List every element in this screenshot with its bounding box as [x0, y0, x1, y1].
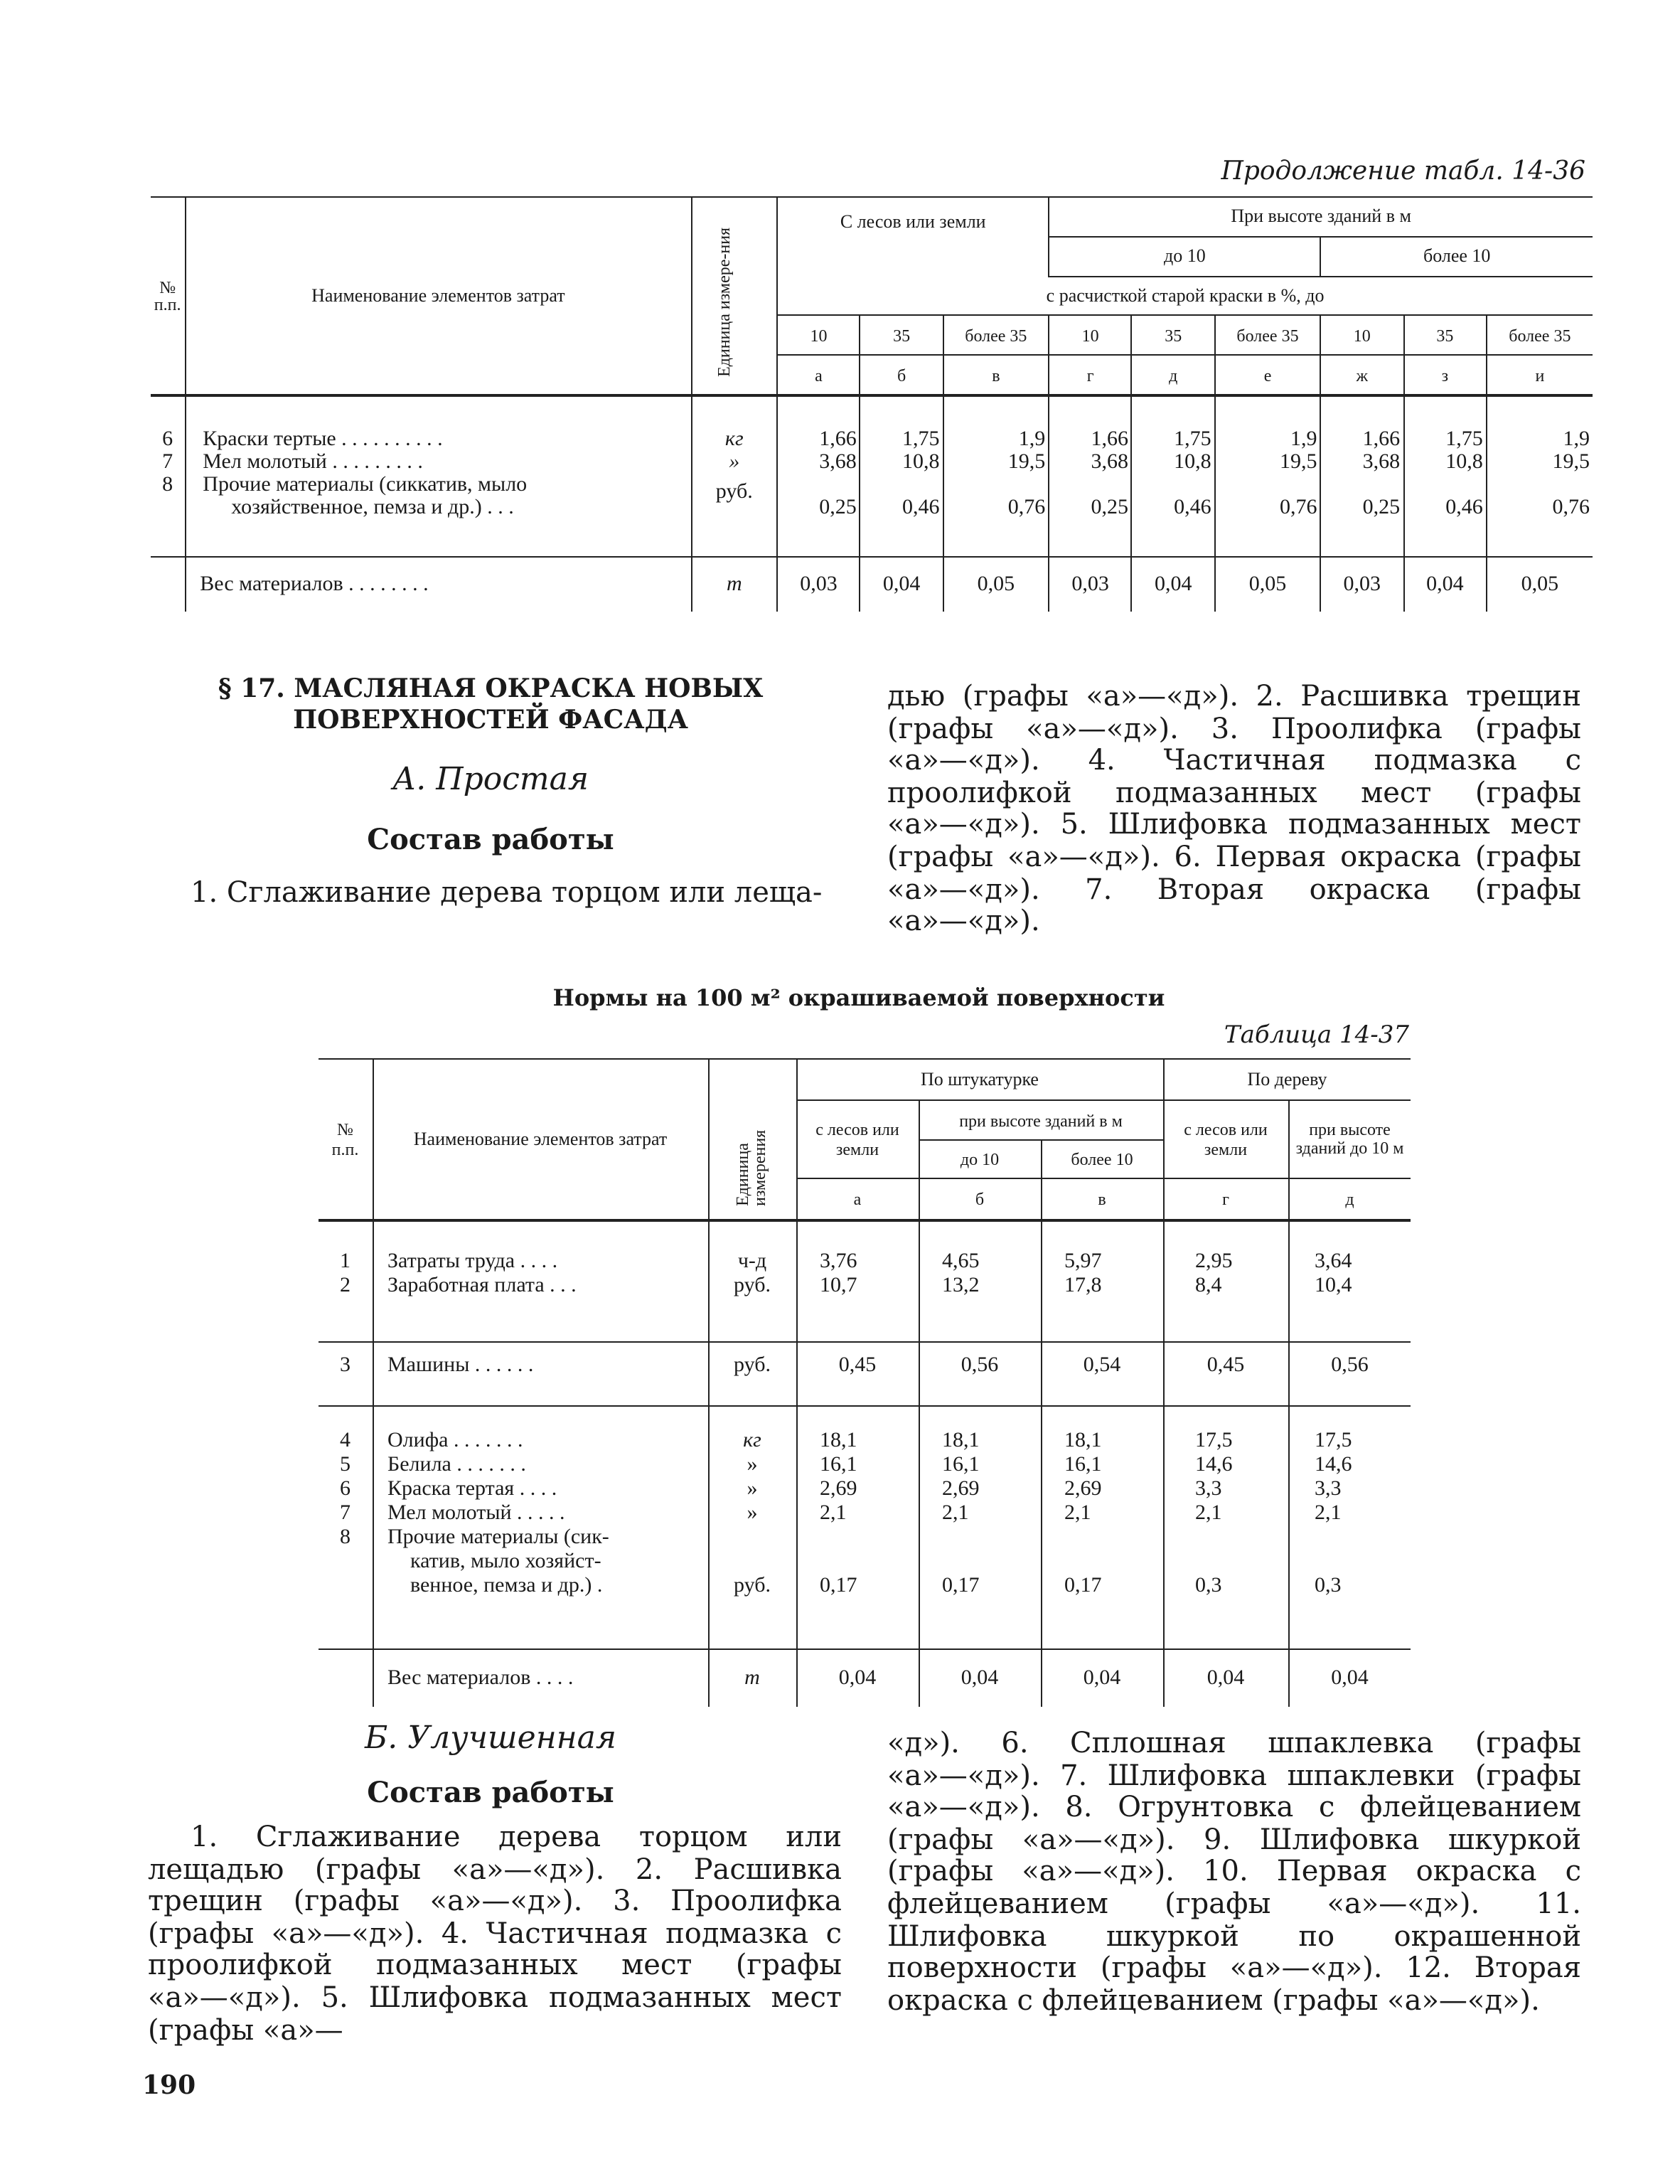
value-col-c: 18,1 16,1 2,69 2,1 0,17 — [1041, 1406, 1163, 1649]
header-building-height: При высоте зданий в м — [1049, 197, 1593, 237]
letter-cell: в — [943, 355, 1049, 395]
value-col-a: 1,66 3,68 0,25 — [777, 395, 860, 557]
letter-cell: е — [1215, 355, 1321, 395]
header-from-scaffold: с лесов или земли — [796, 1100, 919, 1178]
value-cell: 0,45 — [1163, 1342, 1288, 1406]
row-units: кг » руб. — [691, 395, 777, 557]
total-weight-label: Вес материалов . . . . — [373, 1649, 708, 1707]
total-weight-value: 0,04 — [1403, 557, 1487, 612]
value-col-e: 3,64 10,4 — [1288, 1220, 1411, 1342]
letter-cell: д — [1288, 1178, 1411, 1220]
total-weight-value: 0,03 — [1049, 557, 1132, 612]
header-num: № п.п. — [319, 1059, 373, 1220]
header-wood: По дереву — [1163, 1059, 1411, 1100]
total-weight-value: 0,04 — [796, 1649, 919, 1707]
work-text-a-right: дью (графы «а»—«д»). 2. Расшивка трещин (графы «а»—«д»). 3. Проолифка (графы «а»—«д»). 4. Частичная подмазка с проолифкой подмазанных мест (графы «а»—«д»). 5. Шлифовка подмазанных мест (графы «а»—«д»). 6. Первая окраска (графы «а»—«д»). 7. Вторая окраска (графы «а»—«д»). — [887, 678, 1581, 938]
work-title-a: Состав работы — [367, 822, 614, 856]
total-weight-value: 0,04 — [1132, 557, 1215, 612]
pct-cell: 35 — [1132, 316, 1215, 356]
row-empty-num — [151, 557, 185, 612]
work-text-b-left: 1. Сглаживание дерева торцом или лещадью (графы «а»—«д»). 2. Расшивка трещин (графы «а»—«д»). 3. Проолифка (графы «а»—«д»). 4. Частичная подмазка с проолифкой подмазанных мест (графы «а»—«д»). 5. Шлифовка подмазанных мест (графы «а»— — [148, 1819, 842, 2047]
value-col-g: 1,66 3,68 0,25 — [1320, 395, 1403, 557]
value-col-c: 5,97 17,8 — [1041, 1220, 1163, 1342]
row-units: кг » » » руб. — [708, 1406, 796, 1649]
total-weight-value: 0,04 — [919, 1649, 1041, 1707]
header-from-scaffold: С лесов или земли — [777, 197, 1049, 276]
header-up-to-10: до 10 — [919, 1140, 1041, 1178]
value-cell: 0,45 — [796, 1342, 919, 1406]
letter-cell: ж — [1320, 355, 1403, 395]
row-nums: 6 7 8 — [151, 395, 185, 557]
header-cleaning: с расчисткой старой краски в %, до — [777, 276, 1593, 316]
value-col-b: 18,1 16,1 2,69 2,1 0,17 — [919, 1406, 1041, 1649]
value-col-d: 2,95 8,4 — [1163, 1220, 1288, 1342]
header-num: № п.п. — [151, 197, 185, 395]
table-14-37 — [319, 1058, 1411, 1707]
header-over-10: более 10 — [1041, 1140, 1163, 1178]
value-col-d: 1,66 3,68 0,25 — [1049, 395, 1132, 557]
header-unit: Единица измерения — [708, 1059, 796, 1220]
pct-cell: более 35 — [943, 316, 1049, 356]
header-plaster: По штукатурке — [796, 1059, 1163, 1100]
continuation-label: Продолжение табл. 14-36 — [1221, 156, 1585, 186]
pct-cell: 10 — [1320, 316, 1403, 356]
letter-cell: г — [1049, 355, 1132, 395]
letter-cell: д — [1132, 355, 1215, 395]
letter-cell: а — [777, 355, 860, 395]
letter-cell: а — [796, 1178, 919, 1220]
value-col-b: 4,65 13,2 — [919, 1220, 1041, 1342]
letter-cell: и — [1487, 355, 1593, 395]
letter-cell: в — [1041, 1178, 1163, 1220]
value-col-e: 17,5 14,6 3,3 2,1 0,3 — [1288, 1406, 1411, 1649]
value-col-f: 1,9 19,5 0,76 — [1215, 395, 1321, 557]
header-wood-height: при высоте зданий до 10 м — [1288, 1100, 1411, 1178]
work-title-b: Состав работы — [367, 1775, 614, 1809]
row-units: ч-д руб. — [708, 1220, 796, 1342]
section-heading: § 17. МАСЛЯНАЯ ОКРАСКА НОВЫХ ПОВЕРХНОСТЕЙ ФАСАДА — [218, 674, 764, 735]
row-num: 3 — [319, 1342, 373, 1406]
header-building-height: при высоте зданий в м — [919, 1100, 1163, 1140]
total-weight-value: 0,04 — [860, 557, 943, 612]
header-name: Наименование элементов затрат — [185, 197, 691, 395]
work-text-a-left: 1. Сглаживание дерева торцом или леща- — [191, 875, 823, 909]
pct-cell: более 35 — [1215, 316, 1321, 356]
total-weight-value: 0,05 — [943, 557, 1049, 612]
header-name: Наименование элементов затрат — [373, 1059, 708, 1220]
row-unit: руб. — [708, 1342, 796, 1406]
page-number: 190 — [142, 2071, 196, 2101]
total-weight-label: Вес материалов . . . . . . . . — [185, 557, 691, 612]
value-cell: 0,56 — [919, 1342, 1041, 1406]
row-nums: 4 5 6 7 8 — [319, 1406, 373, 1649]
total-weight-value: 0,04 — [1288, 1649, 1411, 1707]
row-name: Машины . . . . . . — [373, 1342, 708, 1406]
norms-caption: Нормы на 100 м² окрашиваемой поверхности — [552, 984, 1165, 1011]
table-14-37-label: Таблица 14-37 — [1224, 1021, 1409, 1050]
pct-cell: 10 — [777, 316, 860, 356]
total-weight-value: 0,03 — [1320, 557, 1403, 612]
row-names: Затраты труда . . . . Заработная плата . . . — [373, 1220, 708, 1342]
value-col-e: 1,75 10,8 0,46 — [1132, 395, 1215, 557]
total-weight-unit: т — [691, 557, 777, 612]
pct-cell: 35 — [1403, 316, 1487, 356]
pct-cell: более 35 — [1487, 316, 1593, 356]
subheading-simple: А. Простая — [392, 762, 589, 798]
total-weight-unit: т — [708, 1649, 796, 1707]
value-col-i: 1,9 19,5 0,76 — [1487, 395, 1593, 557]
header-from-scaffold-wood: с лесов или земли — [1163, 1100, 1288, 1178]
pct-cell: 10 — [1049, 316, 1132, 356]
letter-cell: г — [1163, 1178, 1288, 1220]
value-cell: 0,56 — [1288, 1342, 1411, 1406]
row-names: Краски тертые . . . . . . . . . . Мел молотый . . . . . . . . . Прочие материалы (сиккатив, мыло хозяйственное, пемза и др.) . . . — [185, 395, 691, 557]
value-col-c: 1,9 19,5 0,76 — [943, 395, 1049, 557]
letter-cell: з — [1403, 355, 1487, 395]
value-cell: 0,54 — [1041, 1342, 1163, 1406]
letter-cell: б — [919, 1178, 1041, 1220]
value-col-b: 1,75 10,8 0,46 — [860, 395, 943, 557]
header-unit: Единица измере-ния — [691, 197, 777, 395]
total-weight-value: 0,05 — [1487, 557, 1593, 612]
row-empty-num — [319, 1649, 373, 1707]
subheading-improved: Б. Улучшенная — [364, 1721, 617, 1757]
value-col-d: 17,5 14,6 3,3 2,1 0,3 — [1163, 1406, 1288, 1649]
header-up-to-10: до 10 — [1049, 237, 1320, 277]
total-weight-value: 0,04 — [1163, 1649, 1288, 1707]
value-col-a: 3,76 10,7 — [796, 1220, 919, 1342]
letter-cell: б — [860, 355, 943, 395]
work-text-b-right: «д»). 6. Сплошная шпаклевка (графы «а»—«д»). 7. Шлифовка шпаклевки (графы «а»—«д»). 8. Огрунтовка с флейцеванием (графы «а»—«д»). 9. Шлифовка шкуркой (графы «а»—«д»). 10. Первая окраска с флейцеванием (графы «а»—«д»). 11. Шлифовка шкуркой по окрашенной поверхности (графы «а»—«д»). 12. Вторая окраска с флейцеванием (графы «а»—«д»). — [887, 1725, 1581, 2017]
row-names: Олифа . . . . . . . Белила . . . . . . . Краска тертая . . . . Мел молотый . . . . . Прочие материалы (сик- катив, мыло хозяйст- венное, пемза и др.) . — [373, 1406, 708, 1649]
table-14-36-continuation — [151, 196, 1593, 612]
total-weight-value: 0,05 — [1215, 557, 1321, 612]
header-over-10: более 10 — [1320, 237, 1593, 277]
value-col-h: 1,75 10,8 0,46 — [1403, 395, 1487, 557]
total-weight-value: 0,03 — [777, 557, 860, 612]
pct-cell: 35 — [860, 316, 943, 356]
row-nums: 1 2 — [340, 1250, 351, 1297]
total-weight-value: 0,04 — [1041, 1649, 1163, 1707]
value-col-a: 18,1 16,1 2,69 2,1 0,17 — [796, 1406, 919, 1649]
